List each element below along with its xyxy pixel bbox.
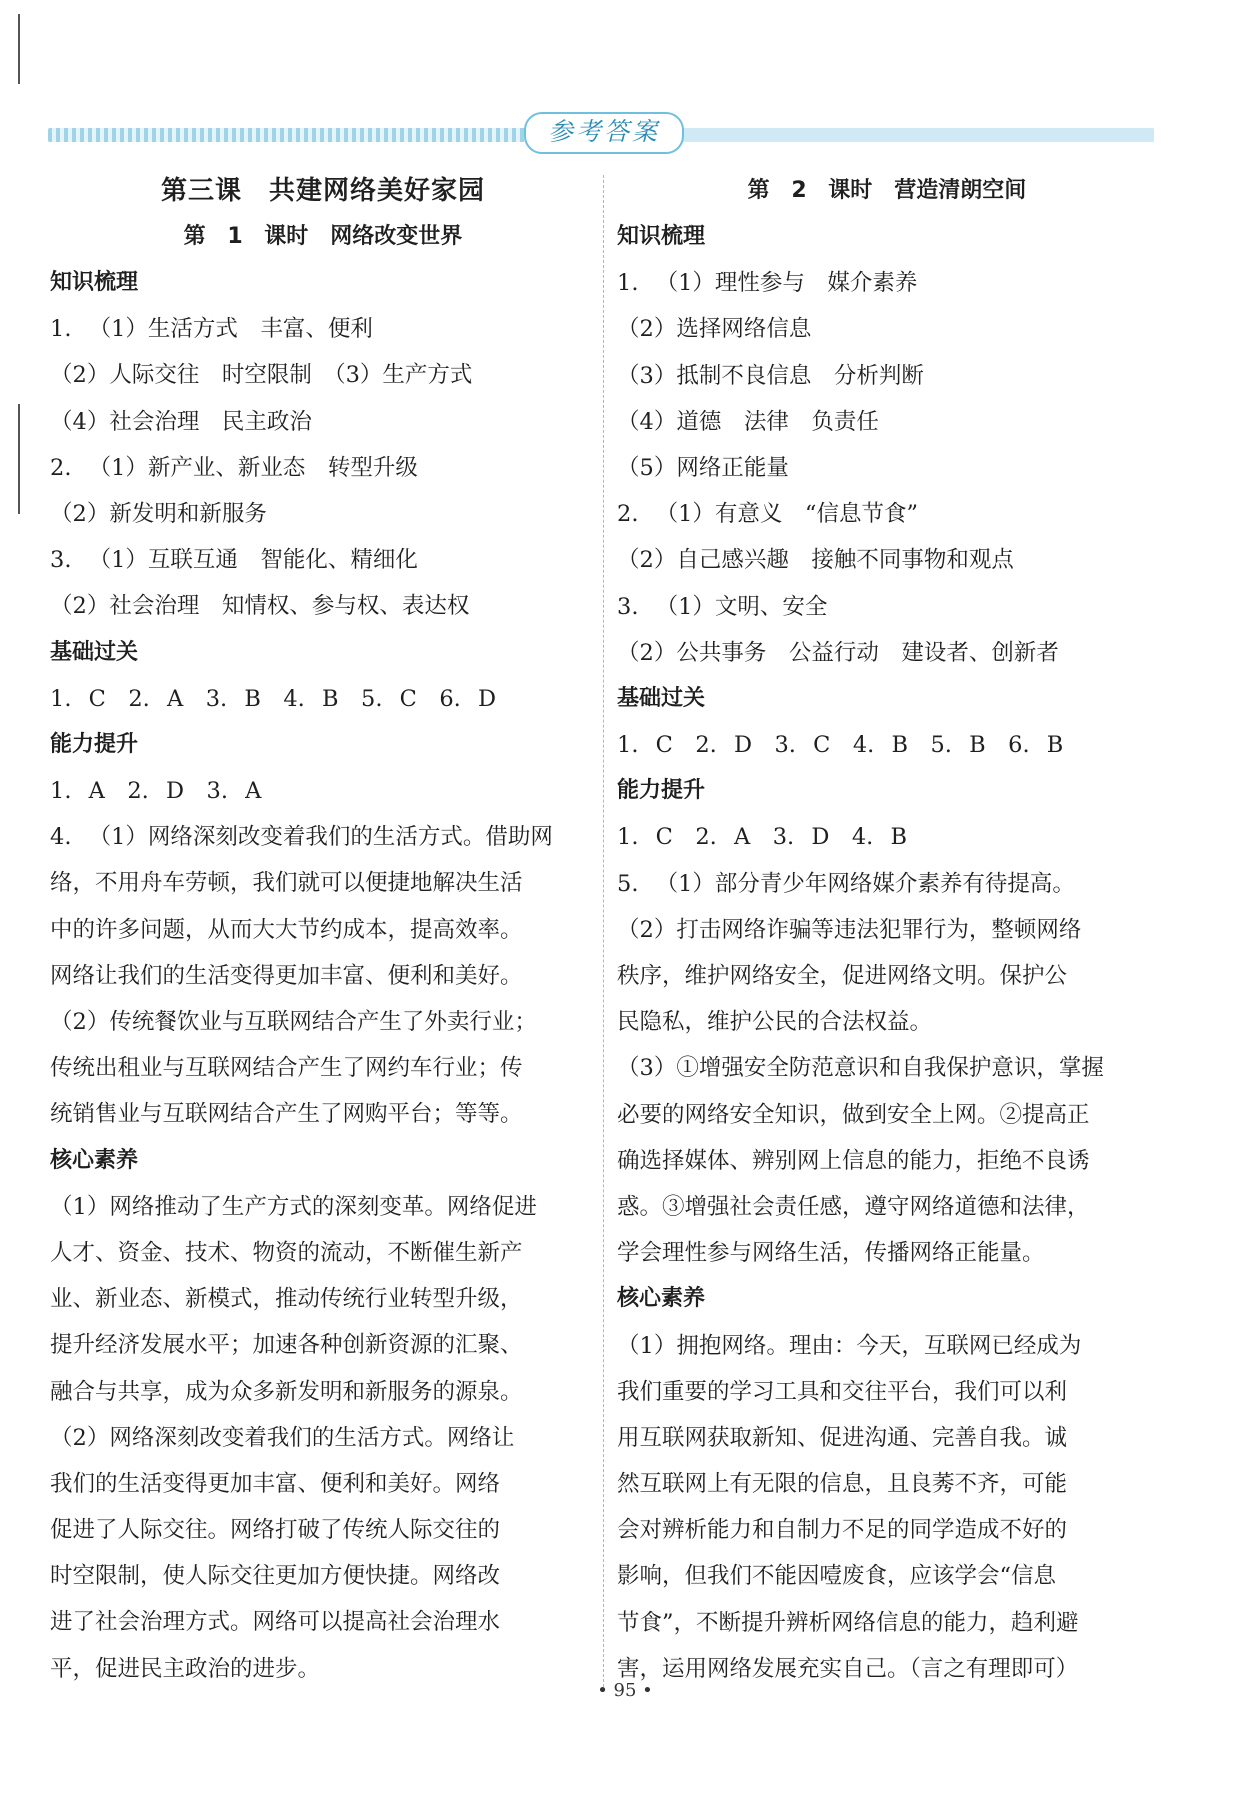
answer-line: 秩序，维护网络安全，促进网络文明。保护公: [617, 963, 1068, 989]
answer-line: （2）新发明和新服务: [50, 500, 267, 527]
answer-line: 1. （1）理性参与 媒介素养: [617, 270, 918, 297]
section-heading: 基础过关: [50, 639, 139, 665]
answer-line: 2. （1）新产业、新业态 转型升级: [50, 454, 418, 481]
lesson-title: 第三课 共建网络美好家园: [160, 176, 485, 206]
answer-line: 然互联网上有无限的信息，且良莠不齐，可能: [617, 1471, 1068, 1498]
answer-line: （2）选择网络信息: [617, 316, 812, 343]
answer-line: （2）传统餐饮业与互联网结合产生了外卖行业；: [50, 1009, 537, 1035]
answer-line: （5）网络正能量: [617, 454, 789, 481]
answer-line: （1）网络推动了生产方式的深刻变革。网络促进: [50, 1193, 537, 1220]
answer-line: 1. C 2. D 3. C 4. B 5. B 6. B: [617, 732, 1064, 759]
answer-line: 促进了人际交往。网络打破了传统人际交往的: [50, 1517, 501, 1544]
answer-line: （2）社会治理 知情权、参与权、表达权: [50, 593, 470, 620]
answer-line: 会对辨析能力和自制力不足的同学造成不好的: [617, 1517, 1068, 1544]
page-number: • 95 •: [597, 1680, 653, 1701]
answer-line: 1. （1）生活方式 丰富、便利: [50, 316, 373, 343]
period-title-1: 第 1 课时 网络改变世界: [183, 224, 463, 249]
answer-line: 2. （1）有意义 “信息节食”: [617, 501, 918, 528]
answer-line: 我们重要的学习工具和交往平台，我们可以利: [617, 1378, 1068, 1405]
answer-line: 统销售业与互联网结合产生了网购平台；等等。: [50, 1101, 523, 1128]
answer-line: 3. （1）互联互通 智能化、精细化: [50, 547, 418, 574]
answer-line: 确选择媒体、辨别网上信息的能力，拒绝不良诱: [617, 1147, 1090, 1174]
answer-line: （2）公共事务 公益行动 建设者、创新者: [617, 639, 1059, 666]
answer-line: 惑。③增强社会责任感，遵守网络道德和法律，: [617, 1193, 1090, 1220]
left-content: [50, 260, 596, 1692]
section-heading: 基础过关: [617, 685, 706, 711]
answer-line: 用互联网获取新知、促进沟通、完善自我。诚: [617, 1424, 1068, 1451]
answer-line: 传统出租业与互联网结合产生了网约车行业；传: [50, 1055, 523, 1082]
answer-line: 平，促进民主政治的进步。: [50, 1655, 321, 1682]
answer-line: （2）人际交往 时空限制 （3）生产方式: [50, 362, 473, 389]
answer-line: （4）道德 法律 负责任: [617, 408, 879, 435]
section-heading: 知识梳理: [50, 270, 139, 295]
section-heading: 核心素养: [617, 1286, 706, 1312]
answer-line: 网络让我们的生活变得更加丰富、便利和美好。: [50, 962, 523, 989]
answer-line: 提升经济发展水平；加速各种创新资源的汇聚、: [50, 1332, 523, 1359]
header-stripe-solid: [680, 128, 1154, 142]
answer-line: （2）打击网络诈骗等违法犯罪行为，整顿网络: [617, 916, 1082, 943]
section-heading: 知识梳理: [617, 224, 706, 249]
answer-line: （4）社会治理 民主政治: [50, 408, 312, 435]
answer-line: （2）网络深刻改变着我们的生活方式。网络让: [50, 1424, 515, 1451]
answer-line: 1. C 2. A 3. D 4. B: [617, 824, 908, 851]
answer-line: 3. （1）文明、安全: [617, 593, 828, 620]
answer-line: 节食”，不断提升辨析网络信息的能力，趋利避: [617, 1609, 1079, 1636]
section-heading: 能力提升: [617, 778, 706, 804]
section-heading: 核心素养: [50, 1147, 139, 1173]
period-title-2: 第 2 课时 营造清朗空间: [747, 178, 1027, 203]
binding-mark-top: [18, 14, 20, 84]
answer-line: 时空限制，使人际交往更加方便快捷。网络改: [50, 1563, 501, 1590]
answer-line: （3）①增强安全防范意识和自我保护意识，掌握: [617, 1055, 1104, 1082]
header-title: 参考答案: [524, 112, 684, 154]
left-column: [50, 168, 596, 1692]
binding-mark-middle: [18, 404, 20, 514]
answer-line: （1）拥抱网络。理由：今天，互联网已经成为: [617, 1332, 1082, 1359]
answer-line: （2）自己感兴趣 接触不同事物和观点: [617, 547, 1014, 574]
answer-line: 1. C 2. A 3. B 4. B 5. C 6. D: [50, 685, 497, 712]
answer-line: 我们的生活变得更加丰富、便利和美好。网络: [50, 1470, 501, 1497]
right-content: [617, 214, 1157, 1692]
answer-line: 4. （1）网络深刻改变着我们的生活方式。借助网: [50, 824, 553, 851]
answer-line: 1. A 2. D 3. A: [50, 778, 262, 805]
right-column: [617, 168, 1157, 1692]
answer-line: 人才、资金、技术、物资的流动，不断催生新产: [50, 1239, 523, 1266]
answer-line: 害，运用网络发展充实自己。（言之有理即可）: [617, 1655, 1079, 1682]
column-divider: [603, 175, 604, 1687]
answer-line: 中的许多问题，从而大大节约成本，提高效率。: [50, 916, 523, 943]
answer-line: 必要的网络安全知识，做到安全上网。②提高正: [617, 1101, 1090, 1128]
answer-line: （3）抵制不良信息 分析判断: [617, 362, 924, 389]
answer-line: 进了社会治理方式。网络可以提高社会治理水: [50, 1609, 501, 1636]
answer-line: 学会理性参与网络生活，传播网络正能量。: [617, 1240, 1045, 1267]
answer-line: 5. （1）部分青少年网络媒介素养有待提高。: [617, 870, 1075, 897]
answer-line: 络，不用舟车劳顿，我们就可以便捷地解决生活: [50, 870, 523, 897]
answer-line: 融合与共享，成为众多新发明和新服务的源泉。: [50, 1378, 523, 1405]
answer-line: 民隐私，维护公民的合法权益。: [617, 1009, 933, 1036]
answer-line: 业、新业态、新模式，推动传统行业转型升级，: [50, 1286, 523, 1313]
answer-line: 影响，但我们不能因噎废食，应该学会“信息: [617, 1563, 1057, 1590]
section-heading: 能力提升: [50, 731, 139, 757]
